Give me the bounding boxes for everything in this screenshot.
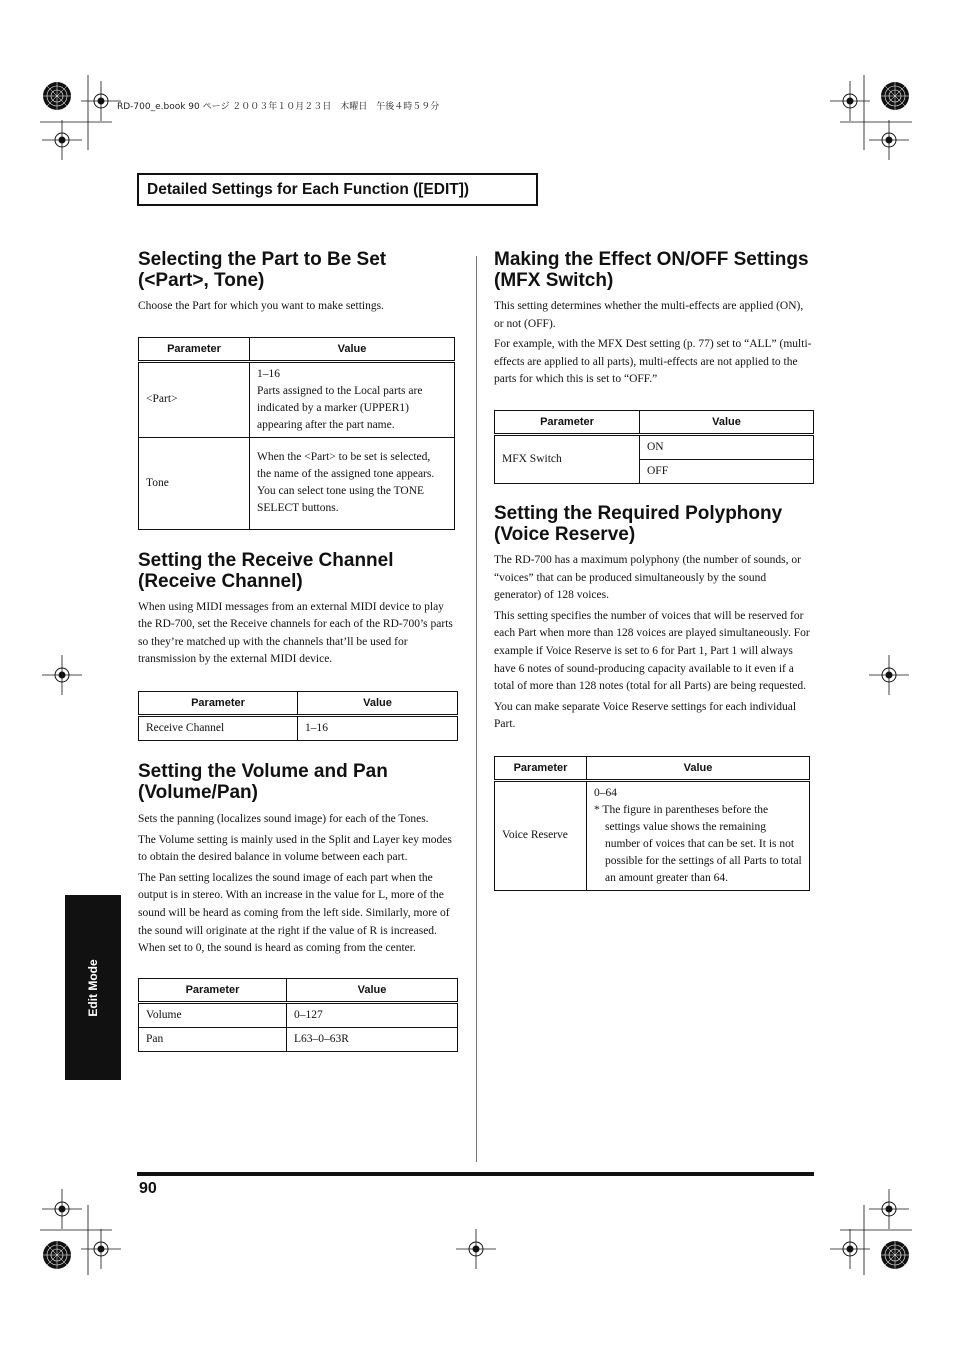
col-header-value: Value [640, 410, 814, 434]
col-header-parameter: Parameter [495, 756, 587, 780]
para-volume-pan-3: The Pan setting localizes the sound image of each part when the output is in stereo. With an increase in the value for L, more of the sound will be heard as coming from the left side. Similarly, more of the sound will originate at the right if the value of R is increased. When set to 0, the sound is heard as coming from the center. [138, 871, 450, 955]
value-pan: L63–0–63R [287, 1027, 458, 1051]
para-volume-pan-1: Sets the panning (localizes sound image) for each of the Tones. [138, 812, 429, 825]
heading-volume-pan: Setting the Volume and Pan (Volume/Pan) [138, 760, 388, 803]
param-part: <Part> [139, 361, 250, 437]
table-receive-channel [138, 691, 458, 741]
table-part-tone [138, 337, 455, 530]
footnote: * The figure in parentheses before the settings value shows the remaining number of voices that can be set. It is not possible for the settings of all Parts to total an amount greater than 64. [594, 803, 802, 884]
param-volume: Volume [139, 1002, 287, 1027]
para-mfx-1: This setting determines whether the multi-effects are applied (ON), or not (OFF). [494, 300, 804, 330]
book-info-line: RD-700_e.book 90 ページ ２００３年１０月２３日 木曜日 午後４時５９分 [117, 102, 440, 112]
para-voice-reserve-1: The RD-700 has a maximum polyphony (the number of sounds, or “voices” that can be produced simultaneously by the sound generator) of 128 voices. [494, 553, 801, 602]
section-header: Detailed Settings for Each Function ([EDIT]) [137, 173, 538, 206]
value-volume: 0–127 [287, 1002, 458, 1027]
col-header-value: Value [298, 691, 458, 715]
col-header-parameter: Parameter [139, 978, 287, 1002]
param-mfx-switch: MFX Switch [495, 434, 640, 483]
value-receive-channel: 1–16 [298, 715, 458, 740]
value-line: Parts assigned to the Local parts are indicated by a marker (UPPER1) appearing after the part name. [257, 384, 423, 431]
right-column [494, 249, 812, 891]
para-mfx-2: For example, with the MFX Dest setting (p. 77) set to “ALL” (multi-effects are applied to all parts), multi-effects are not applied to the parts for which this is set to “OFF.” [494, 338, 812, 386]
value-line: 0–64 [594, 786, 617, 799]
value-on: ON [640, 434, 814, 459]
col-header-parameter: Parameter [495, 410, 640, 434]
col-header-parameter: Parameter [139, 337, 250, 361]
value-line: You can select tone using the TONE SELECT buttons. [257, 485, 425, 515]
heading-part-tone: Selecting the Part to Be Set (<Part>, Tone) [138, 249, 387, 291]
col-header-parameter: Parameter [139, 691, 298, 715]
heading-receive-channel: Setting the Receive Channel (Receive Channel) [138, 549, 394, 592]
value-part [250, 361, 455, 437]
page-number: 90 [139, 1180, 157, 1197]
param-voice-reserve: Voice Reserve [495, 780, 587, 890]
heading-voice-reserve: Setting the Required Polyphony (Voice Reserve) [494, 502, 783, 545]
value-line: When the <Part> to be set is selected, the name of the assigned tone appears. [257, 451, 435, 481]
para-part-intro: Choose the Part for which you want to make settings. [138, 300, 384, 312]
param-tone: Tone [139, 437, 250, 529]
table-mfx-switch [494, 410, 814, 484]
footer-rule [137, 1172, 814, 1176]
value-voice-reserve [587, 780, 810, 890]
side-tab-edit-mode [65, 895, 121, 1080]
table-volume-pan [138, 978, 458, 1052]
value-off: OFF [640, 459, 814, 483]
side-tab-label: Edit Mode [86, 958, 100, 1017]
para-voice-reserve-2: This setting specifies the number of voices that will be reserved for each Part when more than 128 voices are played simultaneously. For example if Voice Reserve is set to 6 for Part 1, Part 1 will always have 6 notes of sound-producing capacity available to it even if a total of more than 128 notes (total for all Parts) are being requested. [494, 609, 810, 693]
col-header-value: Value [587, 756, 810, 780]
column-divider [476, 256, 477, 1162]
heading-mfx-switch: Making the Effect ON/OFF Settings (MFX Switch) [494, 249, 809, 291]
left-column [138, 249, 456, 1052]
value-line: 1–16 [257, 367, 280, 380]
value-tone [250, 437, 455, 529]
para-voice-reserve-3: You can make separate Voice Reserve settings for each individual Part. [494, 700, 797, 731]
param-pan: Pan [139, 1027, 287, 1051]
para-receive-channel: When using MIDI messages from an external MIDI device to play the RD-700, set the Receive channels for each of the RD-700’s parts so they’re matched up with the channels that’ll be used for transmission by the external MIDI device. [138, 600, 453, 666]
col-header-value: Value [287, 978, 458, 1002]
param-receive-channel: Receive Channel [139, 715, 298, 740]
table-voice-reserve [494, 756, 810, 891]
col-header-value: Value [250, 337, 455, 361]
para-volume-pan-2: The Volume setting is mainly used in the Split and Layer key modes to obtain the desired balance in volume between each part. [138, 833, 452, 864]
